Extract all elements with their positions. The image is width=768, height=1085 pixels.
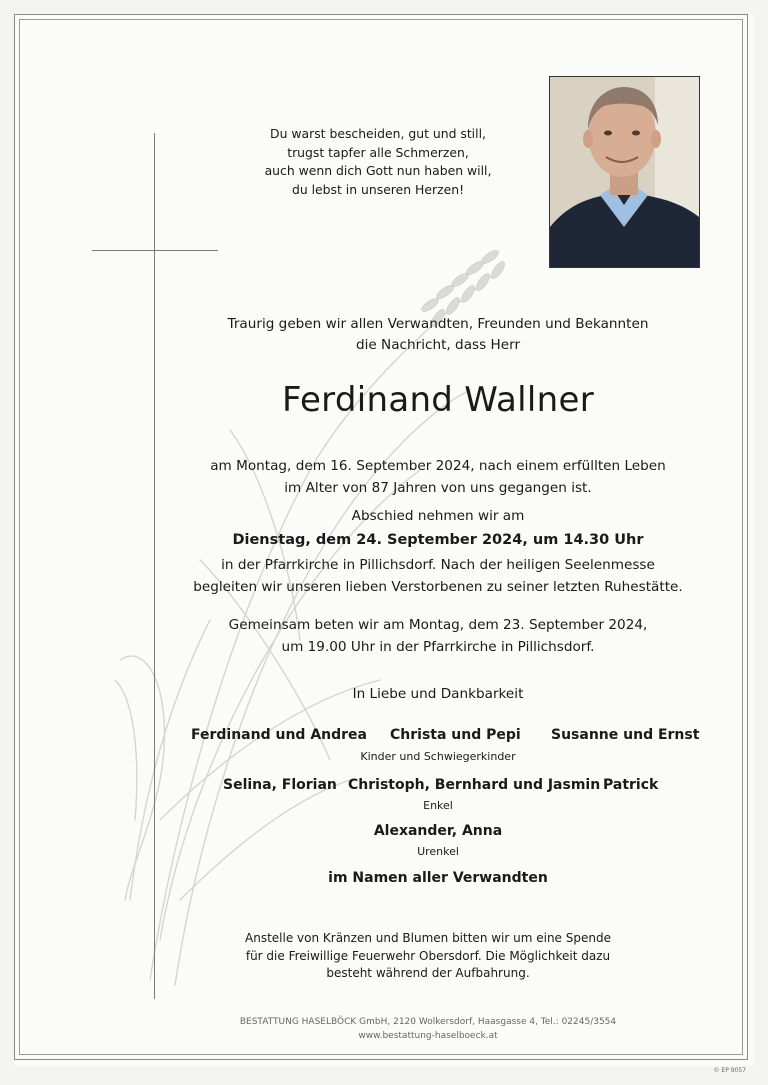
farewell-details-line: in der Pfarrkirche in Pillichsdorf. Nach der heiligen Seelenmesse	[221, 557, 655, 573]
donation-line: Anstelle von Kränzen und Blumen bitten wir um eine Spende	[245, 931, 611, 945]
closing-phrase: In Liebe und Dankbarkeit	[352, 686, 524, 702]
mourner-grandchildren-3: Patrick	[603, 777, 659, 793]
prayer-info	[170, 615, 706, 658]
funeral-home-footer	[178, 1015, 678, 1043]
donation-line: für die Freiwillige Feuerwehr Obersdorf. Die Möglichkeit dazu	[245, 948, 611, 963]
farewell-details-line: begleiten wir unseren lieben Verstorbenen zu seiner letzten Ruhestätte.	[193, 578, 683, 595]
intro-line: die Nachricht, dass Herr	[355, 337, 521, 353]
deceased-name: Ferdinand Wallner	[281, 380, 595, 420]
mourner-children-1: Ferdinand und Andrea	[191, 727, 367, 743]
mourner-grandchildren-1: Selina, Florian	[223, 777, 337, 793]
memorial-poem	[248, 125, 508, 199]
footer-website: www.bestattung-haselboeck.at	[358, 1031, 498, 1041]
mourner-children-3: Susanne und Ernst	[551, 727, 700, 743]
mourner-children-2: Christa und Pepi	[390, 727, 521, 743]
poem-line: auch wenn dich Gott nun haben will,	[264, 163, 492, 178]
all-relatives: im Namen aller Verwandten	[328, 870, 548, 886]
print-code: © EP 9057	[713, 1067, 746, 1074]
prayer-line: um 19.00 Uhr in der Pfarrkirche in Pillichsdorf.	[281, 638, 595, 655]
donation-line: besteht während der Aufbahrung.	[326, 966, 530, 980]
portrait-photo	[549, 76, 700, 268]
death-info-line: am Montag, dem 16. September 2024, nach einem erfüllten Leben	[210, 458, 666, 474]
prayer-line: Gemeinsam beten wir am Montag, dem 23. September 2024,	[228, 617, 648, 633]
farewell-details	[170, 555, 706, 598]
death-info	[170, 456, 706, 499]
footer-company: BESTATTUNG HASELBÖCK GmbH, 2120 Wolkersdorf, Haasgasse 4, Tel.: 02245/3554	[239, 1017, 617, 1027]
great-grandchildren-label: Urenkel	[417, 845, 459, 858]
poem-line: trugst tapfer alle Schmerzen,	[287, 144, 469, 160]
mourner-great-grandchildren: Alexander, Anna	[373, 823, 503, 839]
poem-line: Du warst bescheiden, gut und still,	[270, 126, 486, 141]
cross-horizontal-line	[92, 250, 218, 251]
cross-vertical-line	[154, 133, 155, 999]
announcement-intro	[200, 314, 676, 356]
grandchildren-label: Enkel	[423, 799, 453, 812]
poem-line: du lebst in unseren Herzen!	[291, 181, 465, 197]
death-info-line: im Alter von 87 Jahren von uns gegangen ist.	[284, 479, 592, 496]
mourner-grandchildren-2: Christoph, Bernhard und Jasmin	[348, 777, 601, 793]
children-label: Kinder und Schwiegerkinder	[360, 750, 516, 763]
donation-note	[218, 930, 638, 983]
intro-line: Traurig geben wir allen Verwandten, Freunden und Bekannten	[227, 316, 649, 332]
farewell-date: Dienstag, dem 24. September 2024, um 14.30 Uhr	[232, 532, 644, 548]
farewell-intro: Abschied nehmen wir am	[351, 508, 525, 524]
